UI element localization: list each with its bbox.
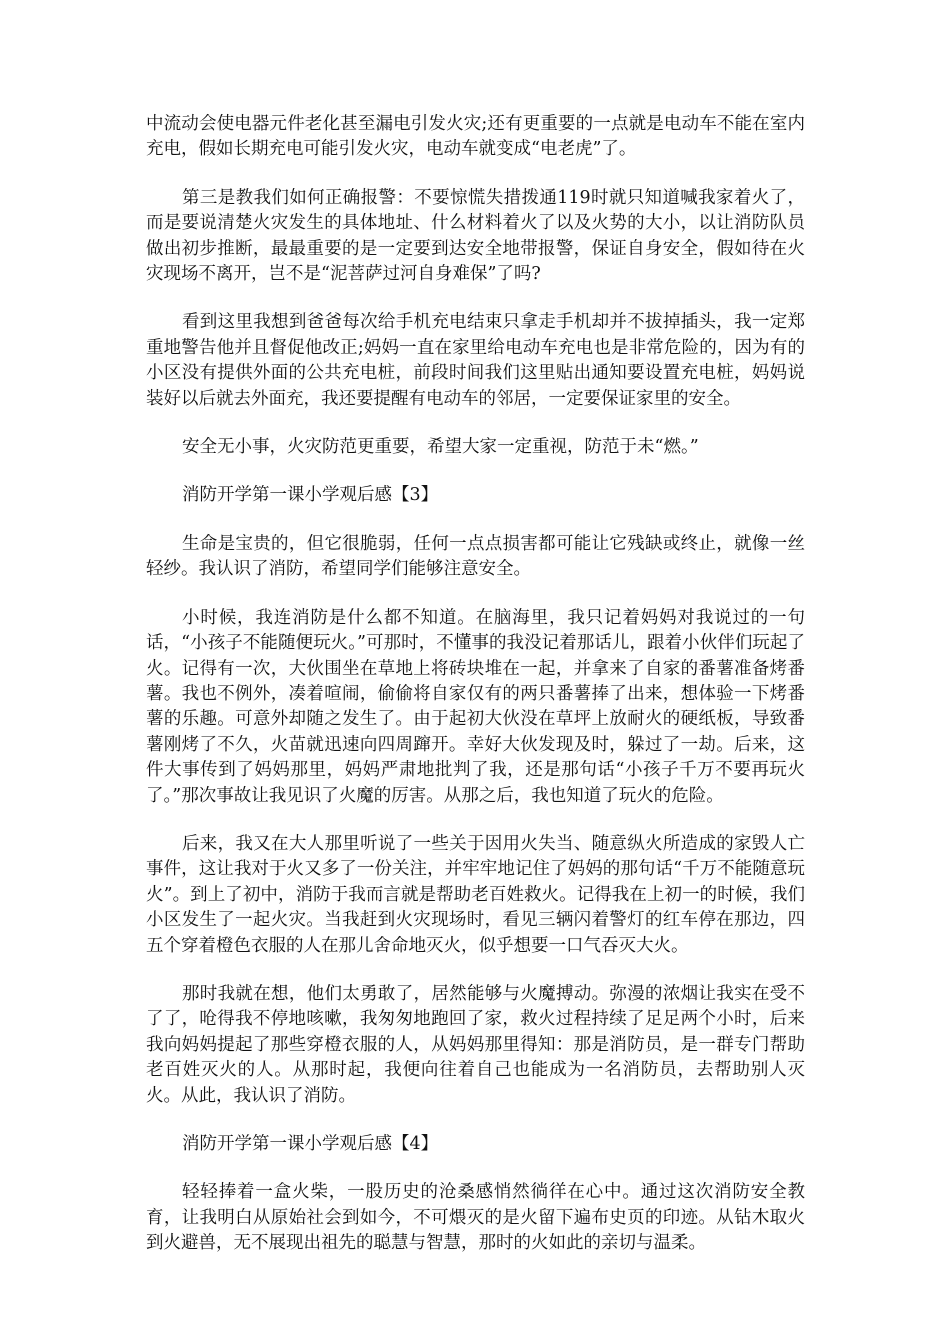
section-heading-3: 消防开学第一课小学观后感【3】 xyxy=(182,485,439,506)
section-heading-4: 消防开学第一课小学观后感【4】 xyxy=(182,1134,439,1154)
paragraph-8: 那时我就在想，他们太勇敢了，居然能够与火魔搏动。弥漫的浓烟让我实在受不了了，呛得我不停地咳嗽，我匆匆地跑回了家，救火过程持续了足足两个小时，后来我向妈妈提起了那些穿橙衣服的人，从妈妈那里得知：那是消防员，是一群专门帮助老百姓灭火的人。从那时起，我便向往着自己也能成为一名消防员，去帮助别人灭火。从此，我认识了消防。 xyxy=(146,983,805,1106)
paragraph-9: 轻轻捧着一盒火柴，一股历史的沧桑感悄然徜徉在心中。通过这次消防安全教育，让我明白从原始社会到如今，不可煨灭的是火留下遍布史页的印迹。从钻木取火到火避兽，无不展现出祖先的聪慧与智慧，那时的火如此的亲切与温柔。 xyxy=(146,1182,805,1254)
paragraph-4: 安全无小事，火灾防范更重要，希望大家一定重视，防范于未“燃。” xyxy=(182,437,699,458)
paragraph-6: 小时候，我连消防是什么都不知道。在脑海里，我只记着妈妈对我说过的一句话，“小孩子不能随便玩火。”可那时，不懂事的我没记着那话儿，跟着小伙伴们玩起了火。记得有一次，大伙围坐在草地上将砖块堆在一起，并拿来了自家的番薯准备烤番薯。我也不例外，凑着喧闹，偷偷将自家仅有的两只番薯捧了出来，想体验一下烤番薯的乐趣。可意外却随之发生了。由于起初大伙没在草坪上放耐火的硬纸板，导致番薯刚烤了不久，火苗就迅速向四周蹿开。幸好大伙发现及时，躲过了一劫。后来，这件大事传到了妈妈那里，妈妈严肃地批判了我，还是那句话“小孩子千万不要再玩火了。”那次事故让我见识了火魔的厉害。从那之后，我也知道了玩火的危险。 xyxy=(146,607,805,806)
paragraph-5: 生命是宝贵的，但它很脆弱，任何一点点损害都可能让它残缺或终止，就像一丝轻纱。我认识了消防，希望同学们能够注意安全。 xyxy=(146,533,805,580)
paragraph-7: 后来，我又在大人那里听说了一些关于因用火失当、随意纵火所造成的家毁人亡事件，这让我对于火又多了一份关注，并牢牢地记住了妈妈的那句话“千万不能随意玩火”。到上了初中，消防于我而言就是帮助老百姓救火。记得我在上初一的时候，我们小区发生了一起火灾。当我赶到火灾现场时，看见三辆闪着警灯的红车停在那边，四五个穿着橙色衣服的人在那儿舍命地灭火，似乎想要一口气吞灭大火。 xyxy=(146,833,805,956)
paragraph-2: 第三是教我们如何正确报警：不要惊慌失措拨通119时就只知道喊我家着火了，而是要说清楚火灾发生的具体地址、什么材料着火了以及火势的大小，以让消防队员做出初步推断，最最重要的是一定要到达安全地带报警，保证自身安全，假如待在火灾现场不离开，岂不是“泥菩萨过河自身难保”了吗? xyxy=(146,187,805,285)
paragraph-1: 中流动会使电器元件老化甚至漏电引发火灾;还有更重要的一点就是电动车不能在室内充电，假如长期充电可能引发火灾，电动车就变成“电老虎”了。 xyxy=(146,114,805,160)
paragraph-3: 看到这里我想到爸爸每次给手机充电结束只拿走手机却并不拔掉插头，我一定郑重地警告他并且督促他改正;妈妈一直在家里给电动车充电也是非常危险的，因为有的小区没有提供外面的公共充电桩，前段时间我们这里贴出通知要设置充电桩，妈妈说装好以后就去外面充，我还要提醒有电动车的邻居，一定要保证家里的安全。 xyxy=(146,312,805,409)
document-body xyxy=(146,112,805,1280)
